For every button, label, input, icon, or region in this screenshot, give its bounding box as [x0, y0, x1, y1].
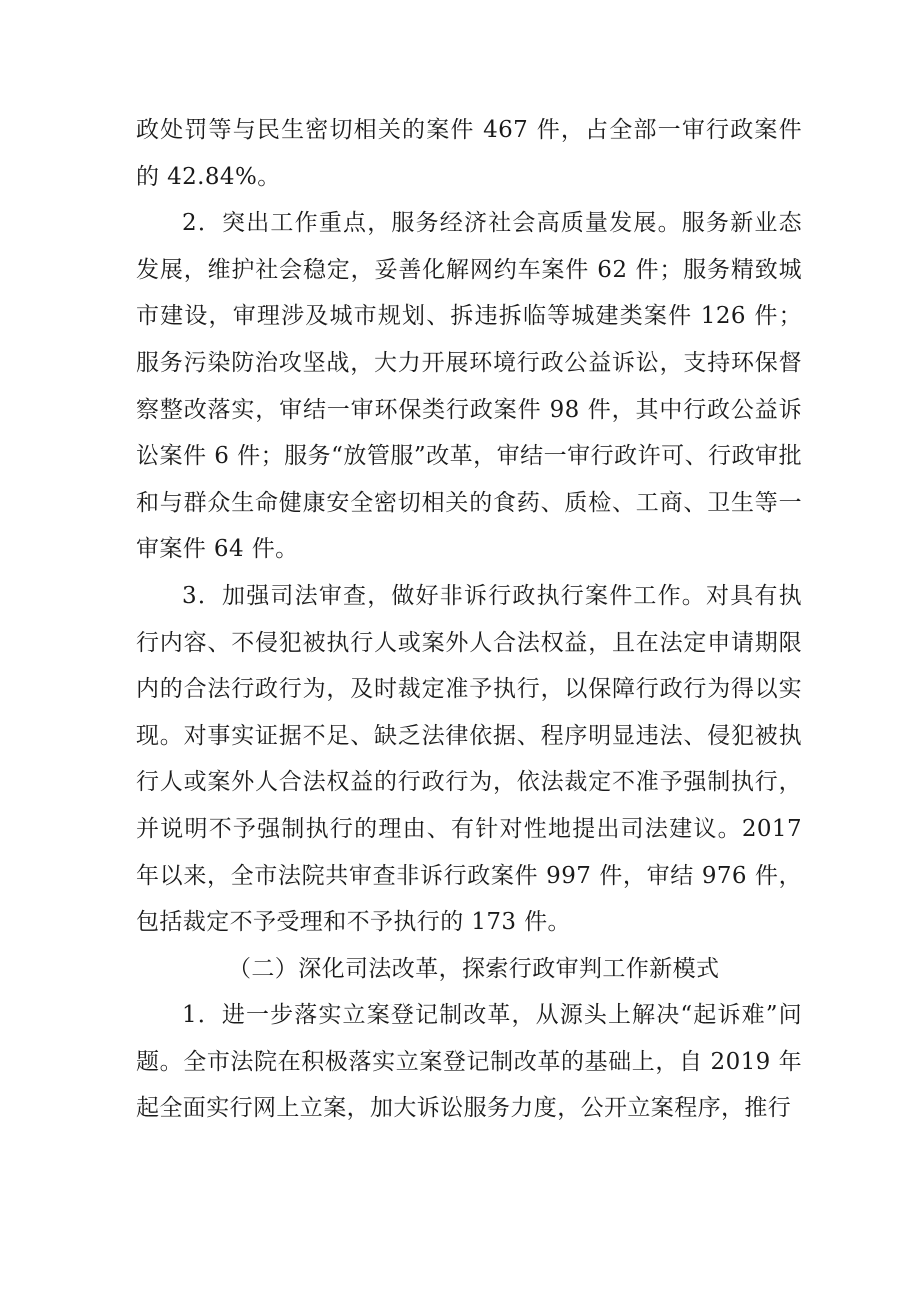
paragraph-continuation: 政处罚等与民生密切相关的案件 467 件，占全部一审行政案件的 42.84%。: [136, 117, 802, 190]
paragraph-item-2: 2．突出工作重点，服务经济社会高质量发展。服务新业态发展，维护社会稳定，妥善化解网约车案件 62 件；服务精致城市建设，审理涉及城市规划、拆违拆临等城建类案件 126 件；服务污染防治攻坚战，大力开展环境行政公益诉讼，支持环保督察整改落实，审结一审环保类行政案件 98 件，其中行政公益诉讼案件 6 件；服务“放管服”改革，审结一审行政许可、行政审批和与群众生命健康安全密切相关的食药、质检、工商、卫生等一审案件 64 件。: [136, 210, 802, 563]
paragraph-item-1: 1．进一步落实立案登记制改革，从源头上解决“起诉难”问题。全市法院在积极落实立案登记制改革的基础上，自 2019 年起全面实行网上立案，加大诉讼服务力度，公开立案程序，推行: [136, 1002, 802, 1122]
section-heading: （二）深化司法改革，探索行政审判工作新模式: [228, 955, 720, 982]
paragraph-item-3: 3．加强司法审查，做好非诉行政执行案件工作。对具有执行内容、不侵犯被执行人或案外人合法权益，且在法定申请期限内的合法行政行为，及时裁定准予执行，以保障行政行为得以实现。对事实证据不足、缺乏法律依据、程序明显违法、侵犯被执行人或案外人合法权益的行政行为，依法裁定不准予强制执行，并说明不予强制执行的理由、有针对性地提出司法建议。2017 年以来，全市法院共审查非诉行政案件 997 件，审结 976 件，包括裁定不予受理和不予执行的 173 件。: [136, 582, 802, 936]
